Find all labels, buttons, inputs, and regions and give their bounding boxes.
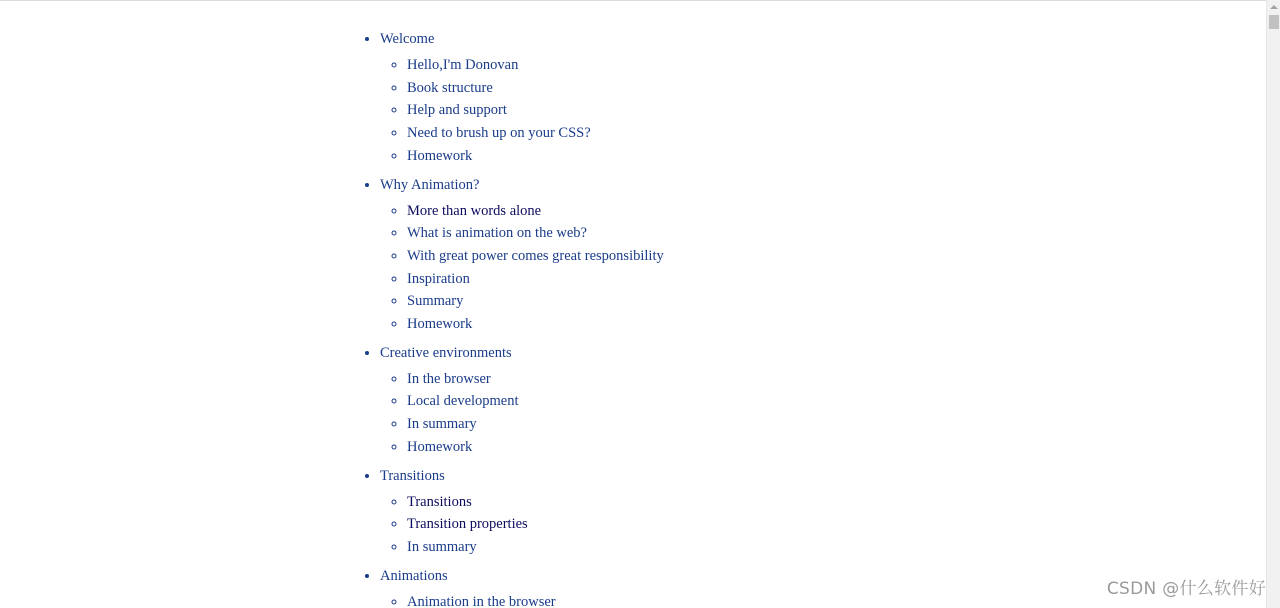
toc-subsection-item — [407, 99, 664, 122]
toc-subsection-link[interactable]: In summary — [407, 416, 477, 433]
toc-subsection-item — [407, 122, 664, 145]
toc-subsection-link[interactable]: Book structure — [407, 79, 493, 96]
toc-subsection-link[interactable]: Homework — [407, 147, 473, 164]
toc-subsection-link[interactable]: Transition properties — [407, 516, 528, 533]
toc-subsection-list — [380, 491, 664, 561]
toc-subsection-link[interactable]: Animation in the browser — [407, 593, 556, 608]
toc-subsection-item — [407, 536, 664, 559]
toc-subsection-item — [407, 390, 664, 413]
toc-subsection-item — [407, 245, 664, 268]
toc-section-link[interactable]: Transitions — [380, 467, 445, 484]
toc-section — [380, 170, 664, 338]
page-viewport — [0, 1, 1266, 608]
toc-subsection-item — [407, 491, 664, 514]
toc-subsection-item — [407, 513, 664, 536]
toc-subsection-list — [380, 54, 664, 170]
toc-subsection-link[interactable]: Help and support — [407, 102, 507, 119]
scroll-up-arrow-icon[interactable] — [1267, 0, 1280, 14]
toc-subsection-item — [407, 313, 664, 336]
toc-subsection-link[interactable]: In summary — [407, 538, 477, 555]
toc-subsection-list — [380, 200, 664, 338]
toc-subsection-item — [407, 145, 664, 168]
toc-subsection-item — [407, 54, 664, 77]
toc-subsection-link[interactable]: Summary — [407, 293, 464, 310]
toc-subsection-link[interactable]: Homework — [407, 438, 473, 455]
toc-subsection-link[interactable]: More than words alone — [407, 202, 542, 219]
toc-subsection-link[interactable]: Transitions — [407, 493, 472, 510]
toc-subsection-item — [407, 290, 664, 313]
toc-subsection-item — [407, 591, 664, 608]
toc-subsection-item — [407, 368, 664, 391]
watermark: CSDN @什么软件好 — [1106, 579, 1266, 599]
toc-section-link[interactable]: Welcome — [380, 31, 435, 47]
toc-section — [380, 561, 664, 608]
toc-subsection-link[interactable]: Homework — [407, 316, 473, 333]
toc-subsection-link[interactable]: With great power comes great responsibility — [407, 247, 664, 264]
vertical-scrollbar[interactable] — [1266, 0, 1280, 608]
table-of-contents — [340, 24, 664, 608]
toc-subsection-link[interactable]: Local development — [407, 393, 519, 410]
toc-subsection-item — [407, 77, 664, 100]
toc-subsection-list — [380, 591, 664, 608]
toc-section-link[interactable]: Animations — [380, 567, 448, 584]
toc-subsection-link[interactable]: What is animation on the web? — [407, 225, 587, 242]
toc-subsection-item — [407, 268, 664, 291]
toc-subsection-link[interactable]: Need to brush up on your CSS? — [407, 125, 591, 142]
toc-subsection-item — [407, 413, 664, 436]
toc-subsection-link[interactable]: In the browser — [407, 370, 491, 387]
toc-section — [380, 338, 664, 461]
toc-subsection-item — [407, 200, 664, 223]
toc-subsection-item — [407, 222, 664, 245]
toc-section — [380, 461, 664, 561]
toc-subsection-link[interactable]: Inspiration — [407, 270, 470, 287]
toc-section-link[interactable]: Why Animation? — [380, 176, 480, 193]
toc-subsection-list — [380, 368, 664, 461]
scrollbar-thumb[interactable] — [1269, 15, 1279, 29]
toc-subsection-link[interactable]: Hello,I'm Donovan — [407, 57, 519, 73]
toc-section-link[interactable]: Creative environments — [380, 344, 512, 361]
toc-section — [380, 24, 664, 170]
toc-subsection-item — [407, 436, 664, 459]
